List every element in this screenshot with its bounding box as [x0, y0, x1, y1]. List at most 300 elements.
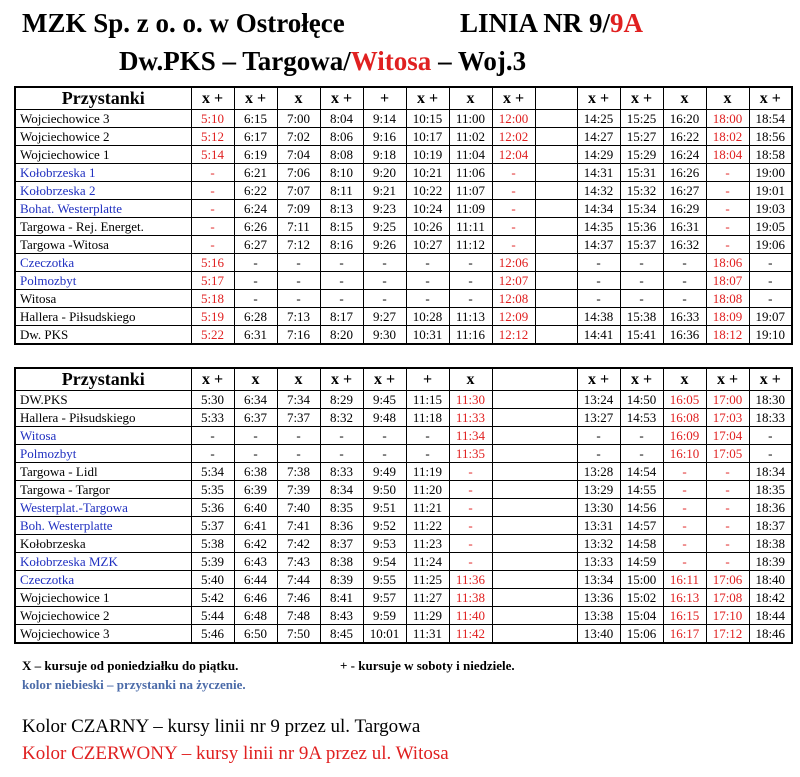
- departure-time: 11:23: [406, 535, 449, 553]
- departure-time: 15:25: [620, 110, 663, 128]
- departure-time: 15:04: [620, 607, 663, 625]
- departure-time: 19:06: [749, 236, 792, 254]
- departure-time: -: [234, 427, 277, 445]
- departure-time: 9:53: [363, 535, 406, 553]
- departure-time: 8:35: [320, 499, 363, 517]
- departure-time: 12:06: [492, 254, 535, 272]
- course-column-header: +: [406, 368, 449, 391]
- departure-time: 16:05: [663, 391, 706, 409]
- departure-time: 9:59: [363, 607, 406, 625]
- departure-time: 8:45: [320, 625, 363, 644]
- departure-time: -: [406, 254, 449, 272]
- departure-time: 15:27: [620, 128, 663, 146]
- departure-time: 11:22: [406, 517, 449, 535]
- spacer-cell: [535, 308, 577, 326]
- departure-time: 13:32: [577, 535, 620, 553]
- departure-time: 13:31: [577, 517, 620, 535]
- departure-time: -: [620, 272, 663, 290]
- departure-time: 13:29: [577, 481, 620, 499]
- departure-time: 16:15: [663, 607, 706, 625]
- departure-time: -: [492, 218, 535, 236]
- departure-time: 10:28: [406, 308, 449, 326]
- departure-time: 5:37: [191, 517, 234, 535]
- departure-time: 7:04: [277, 146, 320, 164]
- stop-name: Kołobrzeska 1: [15, 164, 191, 182]
- stop-name: Wojciechowice 1: [15, 589, 191, 607]
- departure-time: -: [191, 445, 234, 463]
- table-row: [15, 571, 792, 589]
- departure-time: 18:04: [706, 146, 749, 164]
- departure-time: 18:33: [749, 409, 792, 427]
- spacer-cell: [535, 326, 577, 345]
- departure-time: 17:08: [706, 589, 749, 607]
- stop-name: Kołobrzeska: [15, 535, 191, 553]
- course-column-header: x: [234, 368, 277, 391]
- departure-time: -: [363, 254, 406, 272]
- departure-time: 9:48: [363, 409, 406, 427]
- stop-name: DW.PKS: [15, 391, 191, 409]
- departure-time: 9:45: [363, 391, 406, 409]
- departure-time: 11:38: [449, 589, 492, 607]
- departure-time: 11:04: [449, 146, 492, 164]
- departure-time: 14:37: [577, 236, 620, 254]
- departure-time: 8:37: [320, 535, 363, 553]
- departure-time: 11:18: [406, 409, 449, 427]
- departure-time: 18:58: [749, 146, 792, 164]
- departure-time: -: [406, 427, 449, 445]
- departure-time: -: [620, 254, 663, 272]
- departure-time: -: [363, 290, 406, 308]
- departure-time: -: [277, 427, 320, 445]
- spacer-cell: [492, 571, 577, 589]
- departure-time: 11:13: [449, 308, 492, 326]
- departure-time: 5:40: [191, 571, 234, 589]
- departure-time: -: [706, 517, 749, 535]
- departure-time: -: [449, 272, 492, 290]
- departure-time: 7:42: [277, 535, 320, 553]
- departure-time: 8:39: [320, 571, 363, 589]
- legend-x: X – kursuje od poniedziałku do piątku.: [22, 658, 239, 673]
- departure-time: 5:35: [191, 481, 234, 499]
- departure-time: 5:18: [191, 290, 234, 308]
- departure-time: 14:34: [577, 200, 620, 218]
- departure-time: -: [749, 427, 792, 445]
- departure-time: 8:43: [320, 607, 363, 625]
- course-column-header: x +: [320, 368, 363, 391]
- departure-time: 9:55: [363, 571, 406, 589]
- departure-time: 15:06: [620, 625, 663, 644]
- route-part-b: – Woj.3: [431, 46, 527, 76]
- course-column-header: x: [449, 368, 492, 391]
- departure-time: 9:51: [363, 499, 406, 517]
- departure-time: 18:40: [749, 571, 792, 589]
- departure-time: -: [663, 290, 706, 308]
- departure-time: -: [706, 218, 749, 236]
- departure-time: 5:10: [191, 110, 234, 128]
- departure-time: 6:44: [234, 571, 277, 589]
- departure-time: 11:20: [406, 481, 449, 499]
- departure-time: 18:30: [749, 391, 792, 409]
- departure-time: 18:42: [749, 589, 792, 607]
- departure-time: 9:16: [363, 128, 406, 146]
- spacer-cell: [492, 607, 577, 625]
- departure-time: 5:19: [191, 308, 234, 326]
- departure-time: 8:33: [320, 463, 363, 481]
- spacer-cell: [535, 290, 577, 308]
- course-column-header: x +: [620, 87, 663, 110]
- departure-time: -: [577, 254, 620, 272]
- departure-time: 9:30: [363, 326, 406, 345]
- departure-time: 10:15: [406, 110, 449, 128]
- departure-time: -: [234, 272, 277, 290]
- departure-time: 19:07: [749, 308, 792, 326]
- departure-time: 17:10: [706, 607, 749, 625]
- departure-time: 8:08: [320, 146, 363, 164]
- departure-time: 11:11: [449, 218, 492, 236]
- departure-time: 9:20: [363, 164, 406, 182]
- course-column-header: x: [663, 368, 706, 391]
- departure-time: 9:25: [363, 218, 406, 236]
- departure-time: 6:22: [234, 182, 277, 200]
- departure-time: 18:39: [749, 553, 792, 571]
- table-row: [15, 427, 792, 445]
- departure-time: 16:31: [663, 218, 706, 236]
- departure-time: -: [706, 481, 749, 499]
- departure-time: 7:13: [277, 308, 320, 326]
- table-row: [15, 391, 792, 409]
- departure-time: 11:07: [449, 182, 492, 200]
- stop-name: Czeczotka: [15, 254, 191, 272]
- departure-time: -: [706, 236, 749, 254]
- departure-time: 11:30: [449, 391, 492, 409]
- departure-time: 11:29: [406, 607, 449, 625]
- departure-time: 16:33: [663, 308, 706, 326]
- departure-time: -: [449, 553, 492, 571]
- line-prefix: LINIA NR 9/: [460, 8, 611, 38]
- departure-time: -: [277, 272, 320, 290]
- stop-name: Hallera - Piłsudskiego: [15, 409, 191, 427]
- departure-time: 11:06: [449, 164, 492, 182]
- departure-time: 10:17: [406, 128, 449, 146]
- departure-time: 14:56: [620, 499, 663, 517]
- stop-name: Targowa - Rej. Energet.: [15, 218, 191, 236]
- departure-time: 11:34: [449, 427, 492, 445]
- table-row: [15, 236, 792, 254]
- table-row: [15, 481, 792, 499]
- table-row: [15, 409, 792, 427]
- departure-time: 10:24: [406, 200, 449, 218]
- stop-name: Hallera - Piłsudskiego: [15, 308, 191, 326]
- departure-time: -: [706, 182, 749, 200]
- departure-time: -: [577, 290, 620, 308]
- line-red: 9A: [610, 8, 644, 38]
- departure-time: 11:09: [449, 200, 492, 218]
- spacer-cell: [535, 254, 577, 272]
- departure-time: 11:33: [449, 409, 492, 427]
- stop-name: Wojciechowice 1: [15, 146, 191, 164]
- departure-time: 7:07: [277, 182, 320, 200]
- departure-time: 13:40: [577, 625, 620, 644]
- departure-time: 11:36: [449, 571, 492, 589]
- departure-time: -: [277, 254, 320, 272]
- stops-column-header: Przystanki: [15, 87, 191, 110]
- departure-time: 19:01: [749, 182, 792, 200]
- departure-time: 7:16: [277, 326, 320, 345]
- departure-time: 18:07: [706, 272, 749, 290]
- spacer-cell: [492, 427, 577, 445]
- departure-time: 16:29: [663, 200, 706, 218]
- departure-time: 10:26: [406, 218, 449, 236]
- departure-time: 15:41: [620, 326, 663, 345]
- departure-time: -: [449, 290, 492, 308]
- departure-time: 15:31: [620, 164, 663, 182]
- departure-time: -: [620, 427, 663, 445]
- company-title: [22, 8, 345, 39]
- departure-time: 6:41: [234, 517, 277, 535]
- stop-name: Polmozbyt: [15, 272, 191, 290]
- departure-time: 6:37: [234, 409, 277, 427]
- departure-time: -: [449, 481, 492, 499]
- spacer-column-header: [492, 368, 577, 391]
- departure-time: 7:11: [277, 218, 320, 236]
- table-row: [15, 445, 792, 463]
- departure-time: 5:42: [191, 589, 234, 607]
- table-row: [15, 517, 792, 535]
- route-part-red: Witosa: [350, 46, 432, 76]
- course-column-header: x +: [406, 87, 449, 110]
- departure-time: -: [191, 236, 234, 254]
- spacer-cell: [492, 409, 577, 427]
- table-row: [15, 625, 792, 644]
- departure-time: 6:38: [234, 463, 277, 481]
- spacer-cell: [535, 218, 577, 236]
- departure-time: 14:31: [577, 164, 620, 182]
- departure-time: 7:12: [277, 236, 320, 254]
- departure-time: -: [749, 445, 792, 463]
- departure-time: -: [320, 290, 363, 308]
- departure-time: 11:27: [406, 589, 449, 607]
- departure-time: 16:27: [663, 182, 706, 200]
- table-row: [15, 254, 792, 272]
- departure-time: 12:00: [492, 110, 535, 128]
- departure-time: 6:19: [234, 146, 277, 164]
- departure-time: 14:53: [620, 409, 663, 427]
- departure-time: 12:08: [492, 290, 535, 308]
- spacer-cell: [492, 553, 577, 571]
- spacer-cell: [492, 463, 577, 481]
- table-row: [15, 535, 792, 553]
- departure-time: 8:06: [320, 128, 363, 146]
- spacer-cell: [535, 146, 577, 164]
- departure-time: 18:00: [706, 110, 749, 128]
- stop-name: Kołobrzeska 2: [15, 182, 191, 200]
- departure-time: 15:37: [620, 236, 663, 254]
- spacer-cell: [535, 272, 577, 290]
- departure-time: -: [320, 272, 363, 290]
- departure-time: -: [663, 463, 706, 481]
- table-row: [15, 589, 792, 607]
- departure-time: 8:11: [320, 182, 363, 200]
- departure-time: 18:12: [706, 326, 749, 345]
- departure-time: 16:13: [663, 589, 706, 607]
- departure-time: -: [492, 164, 535, 182]
- course-column-header: x +: [363, 368, 406, 391]
- departure-time: 7:38: [277, 463, 320, 481]
- stop-name: Kołobrzeska MZK: [15, 553, 191, 571]
- departure-time: -: [363, 445, 406, 463]
- departure-time: 8:15: [320, 218, 363, 236]
- departure-time: -: [449, 463, 492, 481]
- spacer-cell: [492, 481, 577, 499]
- departure-time: 8:04: [320, 110, 363, 128]
- departure-time: 7:40: [277, 499, 320, 517]
- departure-time: 11:25: [406, 571, 449, 589]
- departure-time: 13:34: [577, 571, 620, 589]
- departure-time: 17:06: [706, 571, 749, 589]
- departure-time: 8:36: [320, 517, 363, 535]
- departure-time: 5:14: [191, 146, 234, 164]
- course-column-header: x: [663, 87, 706, 110]
- departure-time: 10:27: [406, 236, 449, 254]
- spacer-column-header: [535, 87, 577, 110]
- departure-time: 11:16: [449, 326, 492, 345]
- departure-time: -: [749, 290, 792, 308]
- departure-time: -: [234, 290, 277, 308]
- stop-name: Bohat. Westerplatte: [15, 200, 191, 218]
- legend-plus: + - kursuje w soboty i niedziele.: [340, 658, 515, 673]
- departure-time: 10:19: [406, 146, 449, 164]
- departure-time: -: [663, 272, 706, 290]
- departure-time: 6:46: [234, 589, 277, 607]
- stop-name: Wojciechowice 3: [15, 625, 191, 644]
- stop-name: Targowa - Lidl: [15, 463, 191, 481]
- departure-time: 7:50: [277, 625, 320, 644]
- departure-time: 16:20: [663, 110, 706, 128]
- departure-time: -: [449, 499, 492, 517]
- footer-black: Kolor CZARNY – kursy linii nr 9 przez ul. Targowa: [22, 716, 421, 737]
- spacer-cell: [492, 391, 577, 409]
- departure-time: 7:09: [277, 200, 320, 218]
- departure-time: -: [320, 254, 363, 272]
- stop-name: Wojciechowice 2: [15, 128, 191, 146]
- departure-time: 14:27: [577, 128, 620, 146]
- departure-time: 17:03: [706, 409, 749, 427]
- departure-time: 13:38: [577, 607, 620, 625]
- departure-time: 18:37: [749, 517, 792, 535]
- departure-time: 18:08: [706, 290, 749, 308]
- spacer-cell: [535, 128, 577, 146]
- departure-time: -: [663, 517, 706, 535]
- departure-time: 14:38: [577, 308, 620, 326]
- table-row: [15, 272, 792, 290]
- departure-time: 19:03: [749, 200, 792, 218]
- departure-time: 15:02: [620, 589, 663, 607]
- departure-time: 8:20: [320, 326, 363, 345]
- departure-time: -: [492, 236, 535, 254]
- departure-time: 8:32: [320, 409, 363, 427]
- departure-time: 16:10: [663, 445, 706, 463]
- course-column-header: x +: [492, 87, 535, 110]
- departure-time: 18:09: [706, 308, 749, 326]
- departure-time: 11:24: [406, 553, 449, 571]
- departure-time: 16:26: [663, 164, 706, 182]
- course-column-header: x +: [749, 87, 792, 110]
- departure-time: 13:36: [577, 589, 620, 607]
- table-row: [15, 218, 792, 236]
- spacer-cell: [492, 589, 577, 607]
- departure-time: -: [191, 164, 234, 182]
- header-row: [15, 87, 792, 110]
- departure-time: 10:22: [406, 182, 449, 200]
- timetable-to-wojciechowice: [14, 367, 793, 644]
- stop-name: Targowa -Witosa: [15, 236, 191, 254]
- company-name: MZK Sp. z o. o. w Ostrołęce: [22, 8, 345, 38]
- departure-time: 5:33: [191, 409, 234, 427]
- stop-name: Dw. PKS: [15, 326, 191, 345]
- departure-time: 14:32: [577, 182, 620, 200]
- stop-name: Westerplat.-Targowa: [15, 499, 191, 517]
- table-row: [15, 463, 792, 481]
- course-column-header: +: [363, 87, 406, 110]
- departure-time: 17:00: [706, 391, 749, 409]
- departure-time: 9:27: [363, 308, 406, 326]
- departure-time: 9:21: [363, 182, 406, 200]
- departure-time: -: [577, 272, 620, 290]
- departure-time: 10:01: [363, 625, 406, 644]
- departure-time: 15:38: [620, 308, 663, 326]
- route-part-a: Dw.PKS – Targowa/: [119, 46, 351, 76]
- table-row: [15, 128, 792, 146]
- departure-time: 8:10: [320, 164, 363, 182]
- course-column-header: x +: [577, 368, 620, 391]
- departure-time: 5:38: [191, 535, 234, 553]
- departure-time: 11:31: [406, 625, 449, 644]
- table-row: [15, 553, 792, 571]
- table-row: [15, 146, 792, 164]
- departure-time: 12:09: [492, 308, 535, 326]
- departure-time: 8:38: [320, 553, 363, 571]
- departure-time: 7:41: [277, 517, 320, 535]
- departure-time: 5:44: [191, 607, 234, 625]
- departure-time: 5:22: [191, 326, 234, 345]
- departure-time: 17:12: [706, 625, 749, 644]
- stop-name: Wojciechowice 2: [15, 607, 191, 625]
- departure-time: 19:00: [749, 164, 792, 182]
- table-row: [15, 110, 792, 128]
- departure-time: -: [706, 164, 749, 182]
- spacer-cell: [492, 535, 577, 553]
- departure-time: 6:24: [234, 200, 277, 218]
- departure-time: 11:00: [449, 110, 492, 128]
- departure-time: 14:50: [620, 391, 663, 409]
- departure-time: 12:02: [492, 128, 535, 146]
- course-column-header: x: [277, 368, 320, 391]
- departure-time: -: [363, 427, 406, 445]
- departure-time: 9:54: [363, 553, 406, 571]
- departure-time: -: [191, 427, 234, 445]
- stop-name: Wojciechowice 3: [15, 110, 191, 128]
- departure-time: -: [234, 254, 277, 272]
- departure-time: 9:26: [363, 236, 406, 254]
- spacer-cell: [535, 200, 577, 218]
- departure-time: -: [663, 553, 706, 571]
- departure-time: 10:31: [406, 326, 449, 345]
- departure-time: 7:37: [277, 409, 320, 427]
- departure-time: 14:58: [620, 535, 663, 553]
- spacer-cell: [492, 517, 577, 535]
- line-title: [460, 8, 643, 39]
- departure-time: 9:57: [363, 589, 406, 607]
